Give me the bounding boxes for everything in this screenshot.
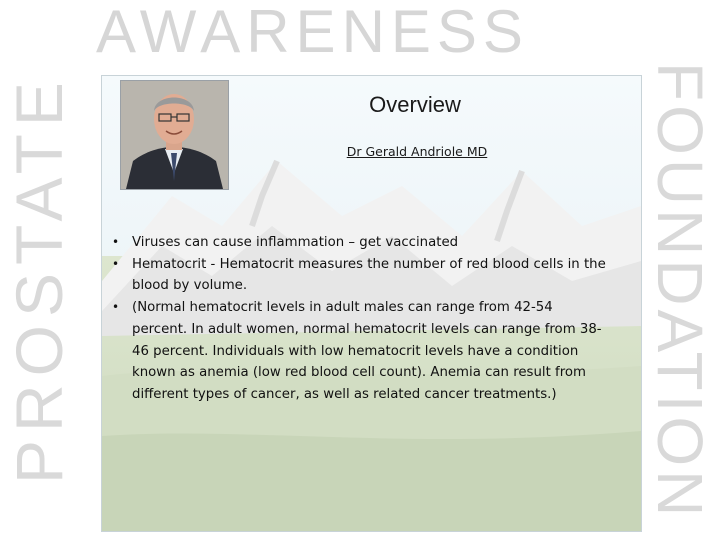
bullet-item bbox=[112, 232, 612, 254]
bullet-text: (Normal hematocrit levels in adult males can range from 42-54 percent. In adult women, normal hematocrit levels can range from 38-46 percent. Individuals with low hematocrit levels have a condition known as anemia (low red blood cell count). Anemia can result from different types of cancer, as well as related cancer treatments.) bbox=[132, 300, 602, 402]
bullet-dot-icon: • bbox=[112, 300, 120, 315]
bullet-text: Viruses can cause inflammation – get vaccinated bbox=[132, 235, 459, 250]
watermark-prostate: PROSTATE bbox=[2, 74, 76, 484]
bullet-item bbox=[112, 297, 612, 406]
watermark-foundation: FOUNDATION bbox=[644, 62, 716, 521]
bullet-item bbox=[112, 254, 612, 297]
bullet-list bbox=[112, 232, 612, 406]
slide-title: Overview bbox=[369, 92, 461, 117]
bullet-dot-icon: • bbox=[112, 256, 120, 271]
watermark-awareness: AWARENESS bbox=[96, 0, 529, 65]
slide-subtitle: Dr Gerald Andriole MD bbox=[346, 144, 488, 159]
bullet-text: Hematocrit - Hematocrit measures the number of red blood cells in the blood by volume. bbox=[132, 256, 606, 294]
portrait-photo bbox=[120, 80, 229, 190]
bullet-dot-icon: • bbox=[112, 235, 120, 249]
